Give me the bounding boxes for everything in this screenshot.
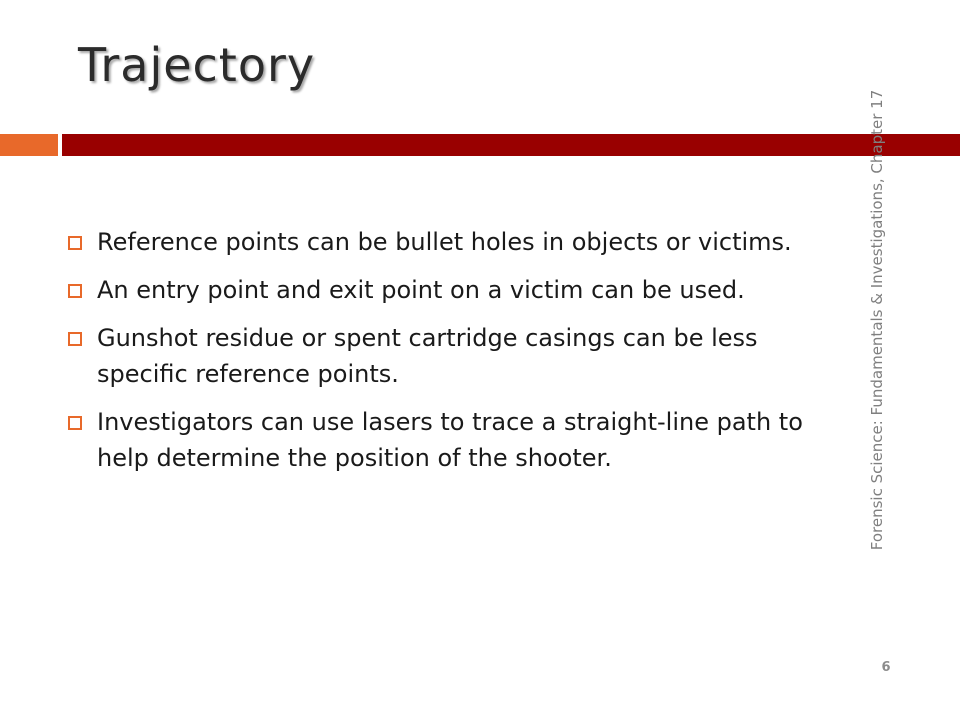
hollow-square-icon	[68, 284, 82, 298]
hollow-square-icon	[68, 236, 82, 250]
bullet-item	[68, 320, 828, 392]
bullet-item	[68, 272, 828, 308]
hollow-square-icon	[68, 416, 82, 430]
bullet-text: An entry point and exit point on a victim can be used.	[97, 276, 745, 304]
accent-bar-orange	[0, 134, 58, 156]
chapter-side-label: Forensic Science: Fundamentals & Investigations, Chapter 17	[868, 89, 886, 551]
bullet-list	[68, 224, 828, 488]
page-number: 6	[881, 660, 891, 675]
bullet-text: Investigators can use lasers to trace a straight-line path to help determine the position of the shooter.	[97, 408, 803, 472]
bullet-item	[68, 224, 828, 260]
bullet-item	[68, 404, 828, 476]
slide-title: Trajectory	[78, 38, 316, 92]
bullet-text: Gunshot residue or spent cartridge casings can be less specific reference points.	[97, 324, 758, 388]
bullet-text: Reference points can be bullet holes in objects or victims.	[97, 228, 792, 256]
hollow-square-icon	[68, 332, 82, 346]
accent-bar-red	[62, 134, 960, 156]
